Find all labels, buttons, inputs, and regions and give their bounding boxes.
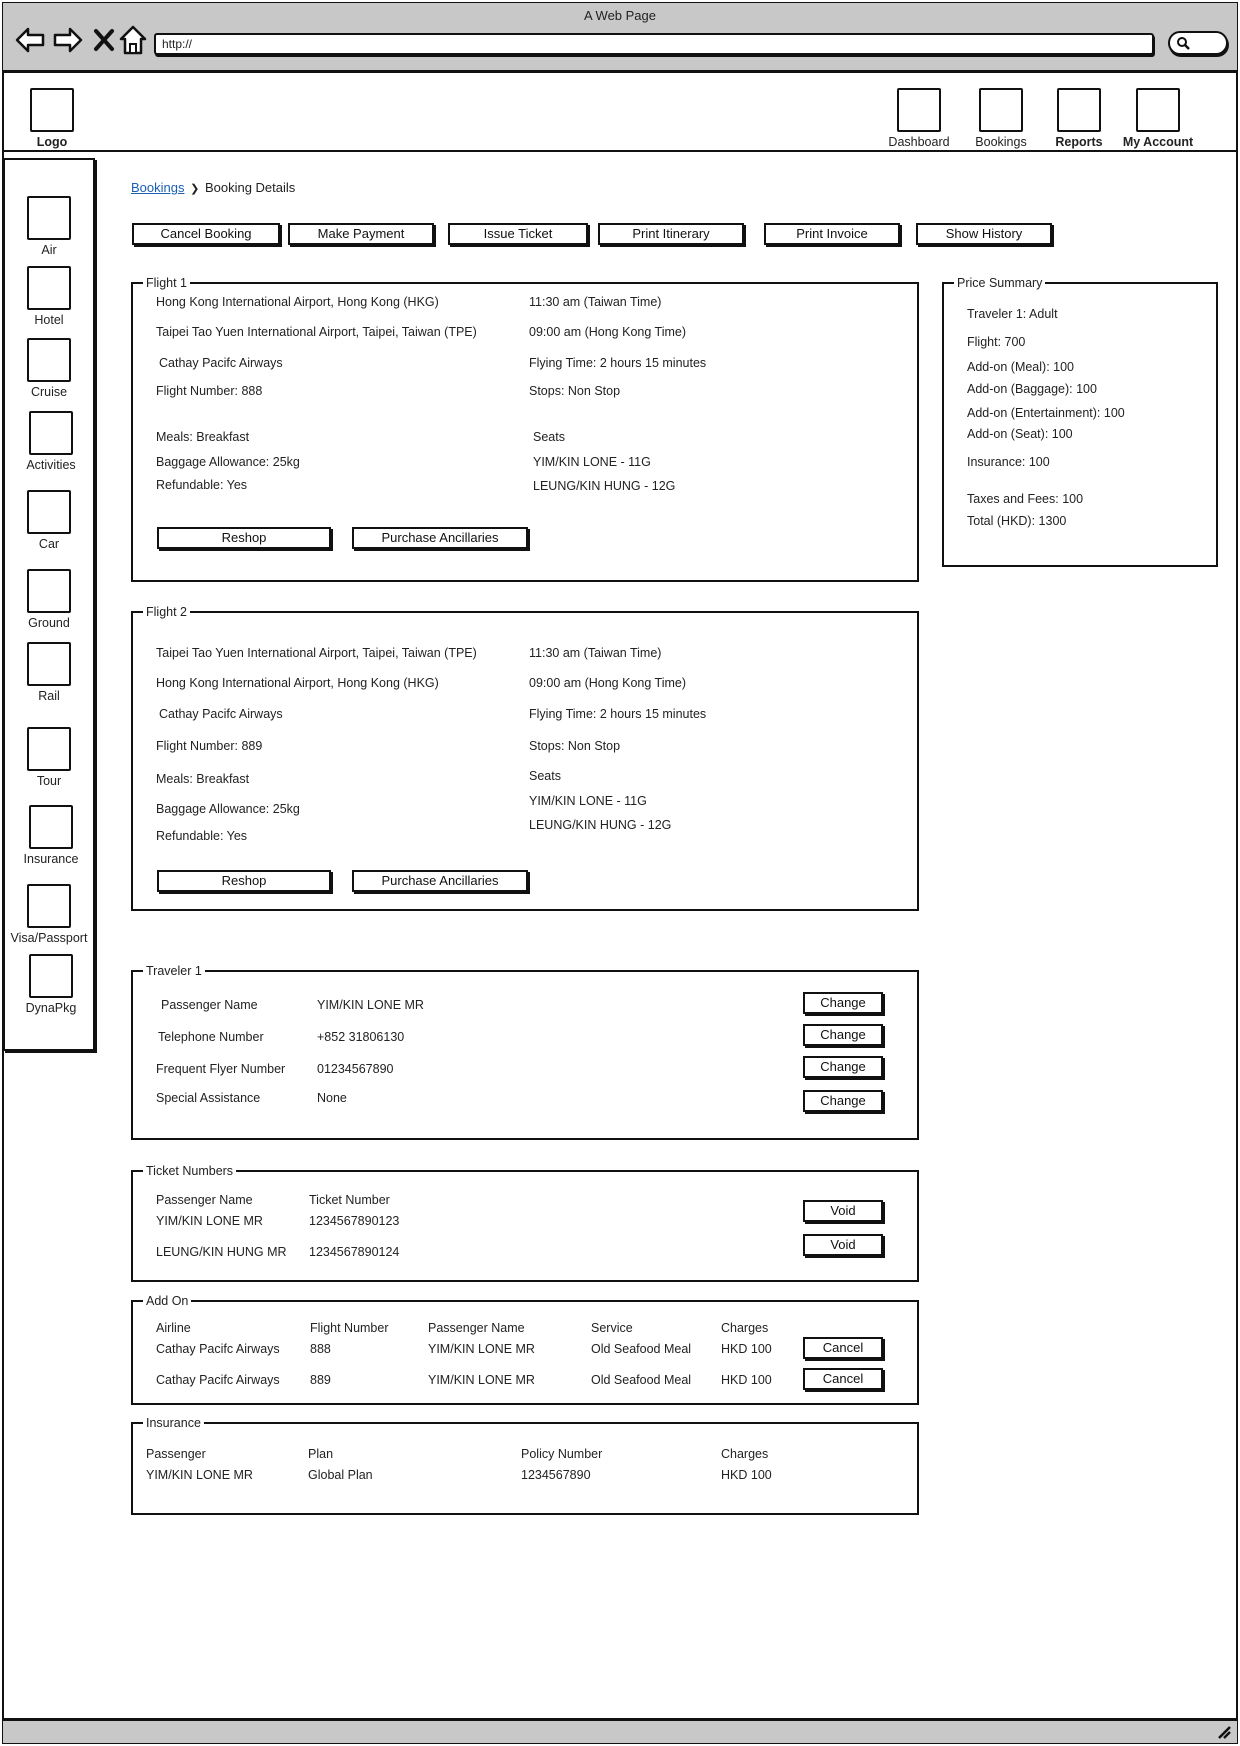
tour-icon bbox=[27, 727, 71, 771]
ticket-passenger-name: LEUNG/KIN HUNG MR bbox=[156, 1245, 287, 1259]
price-line: Add-on (Entertainment): 100 bbox=[967, 406, 1125, 420]
insurance-icon bbox=[29, 805, 73, 849]
flight-arrival-time: 09:00 am (Hong Kong Time) bbox=[529, 676, 687, 690]
flight-destination: Taipei Tao Yuen International Airport, Taipei, Taiwan (TPE) bbox=[156, 325, 477, 339]
price-line: Traveler 1: Adult bbox=[967, 307, 1058, 321]
addon-airline: Cathay Pacifc Airways bbox=[156, 1373, 280, 1387]
flight-stops: Stops: Non Stop bbox=[529, 739, 621, 753]
insurance-plan: Global Plan bbox=[308, 1468, 373, 1482]
flight-airline: Cathay Pacifc Airways bbox=[159, 356, 283, 370]
air-icon bbox=[27, 196, 71, 240]
change-passenger-name-button[interactable]: Change bbox=[803, 992, 883, 1014]
nav-dashboard[interactable] bbox=[879, 88, 959, 149]
ticket-header-passenger: Passenger Name bbox=[156, 1193, 253, 1207]
flight-seat: LEUNG/KIN HUNG - 12G bbox=[529, 818, 672, 832]
breadcrumb bbox=[131, 180, 295, 195]
price-summary-panel bbox=[942, 276, 1218, 567]
addon-header-passenger: Passenger Name bbox=[428, 1321, 525, 1335]
home-icon[interactable] bbox=[116, 23, 150, 57]
reports-icon bbox=[1057, 88, 1101, 132]
addon-service: Old Seafood Meal bbox=[591, 1342, 692, 1356]
flight-2-title: Flight 2 bbox=[143, 604, 190, 620]
logo-image bbox=[30, 88, 74, 132]
sidebar-item-label: DynaPkg bbox=[25, 1001, 77, 1015]
insurance-header-passenger: Passenger bbox=[146, 1447, 206, 1461]
price-line: Insurance: 100 bbox=[967, 455, 1050, 469]
flight-baggage: Baggage Allowance: 25kg bbox=[156, 802, 300, 816]
cruise-icon bbox=[27, 338, 71, 382]
nav-reports[interactable] bbox=[1039, 88, 1119, 149]
sidebar-item-label: Car bbox=[38, 537, 60, 551]
nav-reports-label: Reports bbox=[1055, 135, 1103, 149]
ticket-passenger-name: YIM/KIN LONE MR bbox=[156, 1214, 263, 1228]
addon-header-service: Service bbox=[591, 1321, 633, 1335]
make-payment-button[interactable]: Make Payment bbox=[288, 223, 434, 245]
nav-my-account-label: My Account bbox=[1122, 135, 1194, 149]
traveler-field-label: Frequent Flyer Number bbox=[156, 1062, 286, 1076]
flight-seat: YIM/KIN LONE - 11G bbox=[529, 794, 647, 808]
resize-grip-icon[interactable] bbox=[1217, 1725, 1231, 1739]
insurance-charges: HKD 100 bbox=[721, 1468, 772, 1482]
price-line: Add-on (Seat): 100 bbox=[967, 427, 1073, 441]
activities-icon bbox=[29, 411, 73, 455]
reshop-button[interactable]: Reshop bbox=[157, 527, 331, 549]
nav-bookings-label: Bookings bbox=[975, 135, 1027, 149]
price-line: Flight: 700 bbox=[967, 335, 1026, 349]
add-on-panel bbox=[131, 1294, 919, 1405]
cancel-addon-button[interactable]: Cancel bbox=[803, 1368, 883, 1390]
flight-origin: Hong Kong International Airport, Hong Kong (HKG) bbox=[156, 295, 439, 309]
addon-flight: 888 bbox=[310, 1342, 331, 1356]
breadcrumb-current: Booking Details bbox=[204, 180, 296, 195]
flight-origin: Taipei Tao Yuen International Airport, Taipei, Taiwan (TPE) bbox=[156, 646, 477, 660]
flight-meals: Meals: Breakfast bbox=[156, 772, 250, 786]
addon-passenger: YIM/KIN LONE MR bbox=[428, 1342, 535, 1356]
sidebar-item-visa-passport[interactable] bbox=[3, 884, 95, 945]
sidebar-item-label: Air bbox=[41, 243, 57, 257]
traveler-field-label: Telephone Number bbox=[158, 1030, 264, 1044]
price-line: Add-on (Baggage): 100 bbox=[967, 382, 1097, 396]
ticket-numbers-title: Ticket Numbers bbox=[143, 1163, 236, 1179]
sidebar-item-label: Rail bbox=[38, 689, 60, 703]
search-icon bbox=[1176, 36, 1190, 50]
flight-flying-time: Flying Time: 2 hours 15 minutes bbox=[529, 707, 707, 721]
flight-flying-time: Flying Time: 2 hours 15 minutes bbox=[529, 356, 707, 370]
insurance-title: Insurance bbox=[143, 1415, 204, 1431]
sidebar-item-insurance[interactable] bbox=[5, 805, 97, 866]
flight-number: Flight Number: 888 bbox=[156, 384, 263, 398]
addon-header-airline: Airline bbox=[156, 1321, 191, 1335]
purchase-ancillaries-button[interactable]: Purchase Ancillaries bbox=[352, 870, 528, 892]
sidebar bbox=[3, 158, 95, 1051]
cancel-addon-button[interactable]: Cancel bbox=[803, 1337, 883, 1359]
traveler-field-label: Passenger Name bbox=[161, 998, 258, 1012]
traveler-field-value: 01234567890 bbox=[317, 1062, 394, 1076]
app-header bbox=[3, 76, 1237, 152]
browser-chrome bbox=[3, 3, 1237, 73]
sidebar-item-dynapkg[interactable] bbox=[5, 954, 97, 1015]
change-telephone-button[interactable]: Change bbox=[803, 1024, 883, 1046]
show-history-button[interactable]: Show History bbox=[916, 223, 1052, 245]
flight-departure-time: 11:30 am (Taiwan Time) bbox=[529, 646, 662, 660]
price-line: Add-on (Meal): 100 bbox=[967, 360, 1075, 374]
purchase-ancillaries-button[interactable]: Purchase Ancillaries bbox=[352, 527, 528, 549]
void-ticket-button[interactable]: Void bbox=[803, 1234, 883, 1256]
addon-service: Old Seafood Meal bbox=[591, 1373, 692, 1387]
logo-label: Logo bbox=[36, 135, 68, 149]
flight-refundable: Refundable: Yes bbox=[156, 478, 248, 492]
flight-airline: Cathay Pacifc Airways bbox=[159, 707, 283, 721]
sidebar-item-label: Ground bbox=[28, 616, 70, 630]
flight-arrival-time: 09:00 am (Hong Kong Time) bbox=[529, 325, 687, 339]
flight-meals: Meals: Breakfast bbox=[156, 430, 250, 444]
dynapkg-icon bbox=[29, 954, 73, 998]
sidebar-item-hotel[interactable] bbox=[3, 266, 95, 327]
breadcrumb-link-bookings[interactable]: Bookings bbox=[131, 180, 185, 195]
sidebar-item-rail[interactable] bbox=[3, 642, 95, 703]
flight-baggage: Baggage Allowance: 25kg bbox=[156, 455, 300, 469]
logo[interactable] bbox=[12, 88, 92, 149]
status-bar bbox=[3, 1718, 1237, 1743]
sidebar-item-label: Visa/Passport bbox=[10, 931, 88, 945]
print-invoice-button[interactable]: Print Invoice bbox=[764, 223, 900, 245]
sidebar-item-air[interactable] bbox=[3, 196, 95, 257]
flight-refundable: Refundable: Yes bbox=[156, 829, 248, 843]
sidebar-item-car[interactable] bbox=[3, 490, 95, 551]
flight-seat: YIM/KIN LONE - 11G bbox=[533, 455, 651, 469]
ticket-number: 1234567890124 bbox=[309, 1245, 400, 1259]
sidebar-item-label: Tour bbox=[36, 774, 62, 788]
window-title: A Web Page bbox=[583, 8, 657, 23]
addon-flight: 889 bbox=[310, 1373, 331, 1387]
traveler-field-label: Special Assistance bbox=[156, 1091, 261, 1105]
dashboard-icon bbox=[897, 88, 941, 132]
cancel-booking-button[interactable]: Cancel Booking bbox=[132, 223, 280, 245]
price-line: Taxes and Fees: 100 bbox=[967, 492, 1084, 506]
my-account-icon bbox=[1136, 88, 1180, 132]
browser-search[interactable] bbox=[1168, 31, 1228, 55]
flight-destination: Hong Kong International Airport, Hong Kong (HKG) bbox=[156, 676, 439, 690]
nav-my-account[interactable] bbox=[1115, 88, 1201, 149]
insurance-passenger: YIM/KIN LONE MR bbox=[146, 1468, 253, 1482]
change-frequent-flyer-button[interactable]: Change bbox=[803, 1056, 883, 1078]
back-arrow-icon[interactable] bbox=[13, 23, 47, 57]
flight-number: Flight Number: 889 bbox=[156, 739, 263, 753]
flight-stops: Stops: Non Stop bbox=[529, 384, 621, 398]
addon-passenger: YIM/KIN LONE MR bbox=[428, 1373, 535, 1387]
rail-icon bbox=[27, 642, 71, 686]
traveler-title: Traveler 1 bbox=[143, 963, 205, 979]
forward-arrow-icon[interactable] bbox=[51, 23, 85, 57]
flight-seats-label: Seats bbox=[533, 430, 565, 444]
insurance-header-plan: Plan bbox=[308, 1447, 334, 1461]
sidebar-item-label: Insurance bbox=[23, 852, 79, 866]
chevron-right-icon: ❯ bbox=[190, 183, 200, 195]
sidebar-item-activities[interactable] bbox=[5, 411, 97, 472]
addon-header-charges: Charges bbox=[721, 1321, 769, 1335]
price-summary-title: Price Summary bbox=[954, 275, 1045, 291]
ticket-header-number: Ticket Number bbox=[309, 1193, 390, 1207]
traveler-field-value: None bbox=[317, 1091, 347, 1105]
issue-ticket-button[interactable]: Issue Ticket bbox=[448, 223, 588, 245]
sidebar-item-label: Hotel bbox=[34, 313, 64, 327]
reshop-button[interactable]: Reshop bbox=[157, 870, 331, 892]
nav-dashboard-label: Dashboard bbox=[888, 135, 950, 149]
hotel-icon bbox=[27, 266, 71, 310]
flight-departure-time: 11:30 am (Taiwan Time) bbox=[529, 295, 662, 309]
car-icon bbox=[27, 490, 71, 534]
sidebar-item-label: Activities bbox=[26, 458, 76, 472]
nav-bookings[interactable] bbox=[961, 88, 1041, 149]
ticket-number: 1234567890123 bbox=[309, 1214, 400, 1228]
flight-1-title: Flight 1 bbox=[143, 275, 190, 291]
price-total: Total (HKD): 1300 bbox=[967, 514, 1067, 528]
void-ticket-button[interactable]: Void bbox=[803, 1200, 883, 1222]
bookings-icon bbox=[979, 88, 1023, 132]
insurance-header-charges: Charges bbox=[721, 1447, 769, 1461]
change-special-assistance-button[interactable]: Change bbox=[803, 1090, 883, 1112]
sidebar-item-label: Cruise bbox=[30, 385, 68, 399]
addon-charges: HKD 100 bbox=[721, 1373, 772, 1387]
insurance-panel bbox=[131, 1416, 919, 1515]
addon-header-flight: Flight Number bbox=[310, 1321, 389, 1335]
sidebar-item-tour[interactable] bbox=[3, 727, 95, 788]
flight-seat: LEUNG/KIN HUNG - 12G bbox=[533, 479, 676, 493]
print-itinerary-button[interactable]: Print Itinerary bbox=[598, 223, 744, 245]
ground-icon bbox=[27, 569, 71, 613]
sidebar-item-cruise[interactable] bbox=[3, 338, 95, 399]
sidebar-item-ground[interactable] bbox=[3, 569, 95, 630]
flight-seats-label: Seats bbox=[529, 769, 561, 783]
add-on-title: Add On bbox=[143, 1293, 191, 1309]
insurance-header-policy: Policy Number bbox=[521, 1447, 603, 1461]
flight-1-panel bbox=[131, 276, 919, 582]
addon-charges: HKD 100 bbox=[721, 1342, 772, 1356]
traveler-field-value: +852 31806130 bbox=[317, 1030, 405, 1044]
flight-2-panel bbox=[131, 605, 919, 911]
ticket-numbers-panel bbox=[131, 1164, 919, 1282]
visa-passport-icon bbox=[27, 884, 71, 928]
url-bar[interactable]: http:// bbox=[154, 33, 1154, 55]
insurance-policy-number: 1234567890 bbox=[521, 1468, 591, 1482]
traveler-field-value: YIM/KIN LONE MR bbox=[317, 998, 424, 1012]
addon-airline: Cathay Pacifc Airways bbox=[156, 1342, 280, 1356]
traveler-panel bbox=[131, 964, 919, 1140]
